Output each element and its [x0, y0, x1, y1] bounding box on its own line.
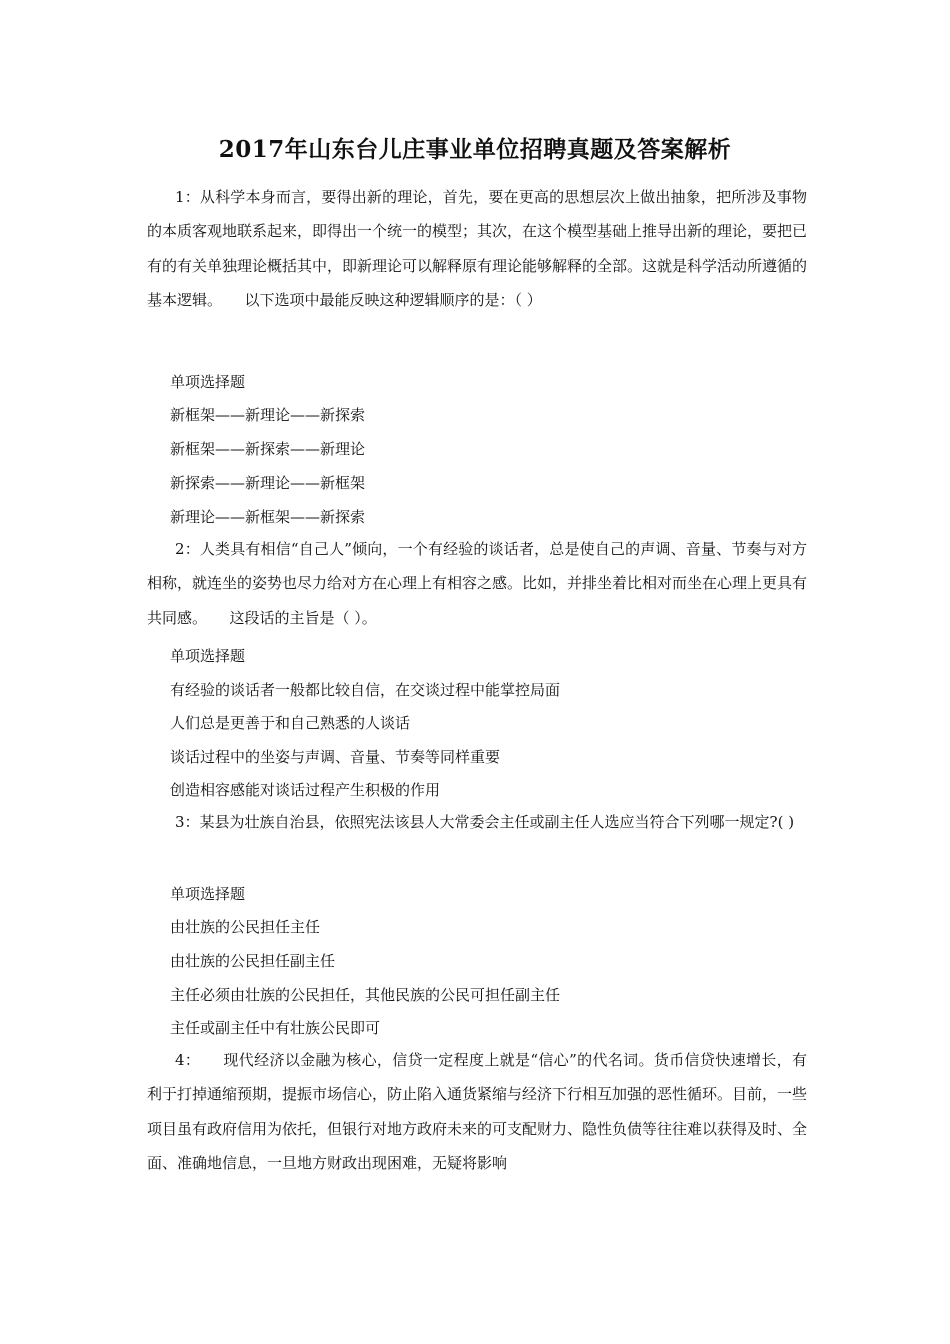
question-3-type: 单项选择题: [170, 885, 246, 903]
question-3-option-d: 主任或副主任中有壮族公民即可: [170, 1019, 381, 1037]
question-1-type: 单项选择题: [170, 373, 246, 391]
document-title: 2017年山东台儿庄事业单位招聘真题及答案解析: [218, 136, 732, 163]
question-3-option-a: 由壮族的公民担任主任: [170, 918, 321, 936]
question-4-stem: 4： 现代经济以金融为核心，信贷一定程度上就是“信心”的代名词。货币信贷快速增长，有利于打掉通缩预期，提振市场信心，防止陷入通货紧缩与经济下行相互加强的恶性循环。目前，一些项目虽有政府信用为依托，但银行对地方政府未来的可支配财力、隐性负债等往往难以获得及时、全面、准确地信息，一旦地方财政出现困难，无疑将影响: [147, 1051, 808, 1173]
question-3-option-b: 由壮族的公民担任副主任: [170, 952, 336, 970]
question-3-option-c: 主任必须由壮族的公民担任，其他民族的公民可担任副主任: [170, 986, 561, 1004]
question-1-option-b: 新框架——新探索——新理论: [170, 440, 366, 458]
question-2-option-b: 人们总是更善于和自己熟悉的人谈话: [170, 714, 411, 732]
question-2-option-c: 谈话过程中的坐姿与声调、音量、节奏等同样重要: [170, 748, 501, 766]
question-1-option-a: 新框架——新理论——新探索: [170, 406, 366, 424]
question-2-option-d: 创造相容感能对谈话过程产生积极的作用: [170, 781, 441, 799]
question-2-type: 单项选择题: [170, 647, 246, 665]
question-3-stem: 3：某县为壮族自治县，依照宪法该县人大常委会主任或副主任人选应当符合下列哪一规定?( ): [175, 813, 795, 831]
question-1-option-d: 新理论——新框架——新探索: [170, 508, 366, 526]
question-2-option-a: 有经验的谈话者一般都比较自信，在交谈过程中能掌控局面: [170, 681, 561, 699]
question-2-stem: 2：人类具有相信“自己人”倾向，一个有经验的谈话者，总是使自己的声调、音量、节奏与对方相称，就连坐的姿势也尽力给对方在心理上有相容之感。比如，并排坐着比相对而坐在心理上更具有共同感。 这段话的主旨是（ ）。: [147, 540, 808, 627]
question-1-stem: 1：从科学本身而言，要得出新的理论，首先，要在更高的思想层次上做出抽象，把所涉及事物的本质客观地联系起来，即得出一个统一的模型；其次，在这个模型基础上推导出新的理论，要把已有的有关单独理论概括其中，即新理论可以解释原有理论能够解释的全部。这就是科学活动所遵循的基本逻辑。 以下选项中最能反映这种逻辑顺序的是：（ ）: [147, 188, 808, 310]
question-1-option-c: 新探索——新理论——新框架: [170, 474, 366, 492]
